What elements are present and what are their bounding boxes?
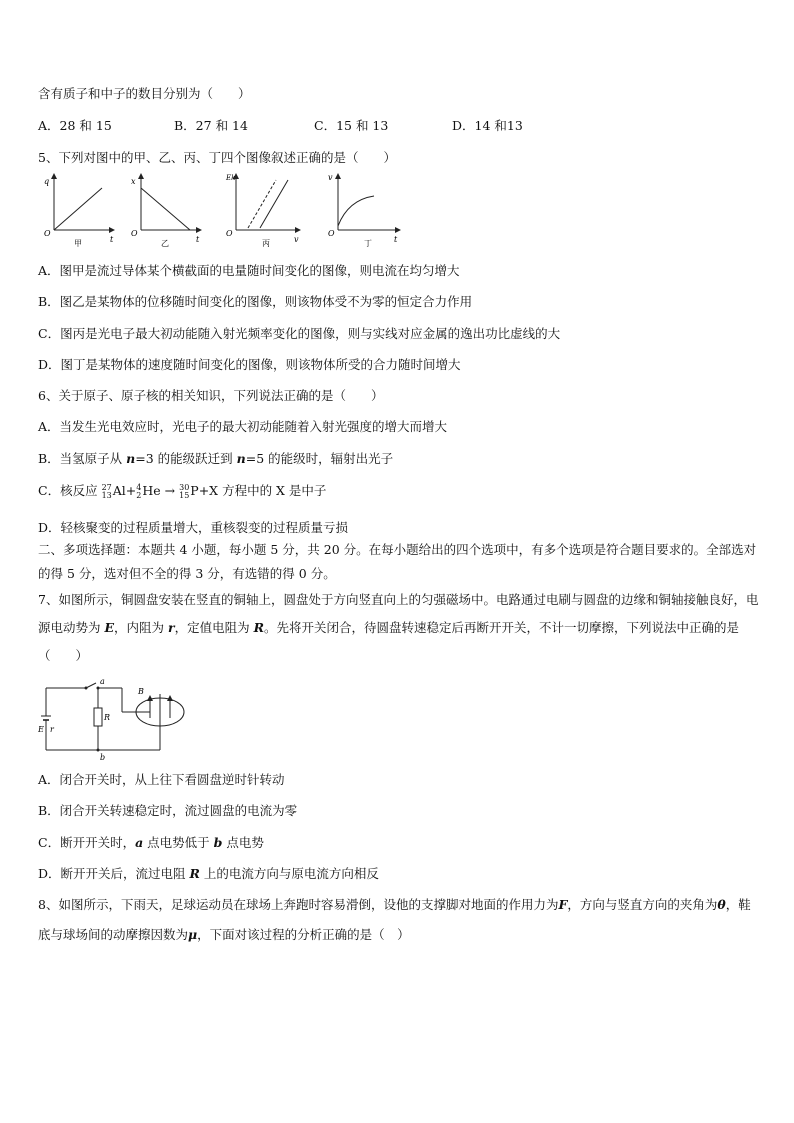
graph-jia-xlabel: t <box>110 235 114 244</box>
q4-option-c[interactable]: C．15 和 13 <box>314 118 389 133</box>
graph-ding-origin: O <box>328 229 335 238</box>
graph-jia <box>44 174 114 248</box>
p-nuclide-indices: 30 15 <box>179 482 190 500</box>
graph-bing <box>225 174 300 248</box>
graph-ding-ylabel: v <box>328 173 333 182</box>
q5-option-c[interactable]: C．图丙是光电子最大初动能随入射光频率变化的图像，则与实线对应金属的逸出功比虚线的大 <box>38 326 561 341</box>
q4-options <box>38 116 738 134</box>
graph-yi-xlabel: t <box>196 235 200 244</box>
graph-ding-caption: 丁 <box>364 239 372 248</box>
circuit-label-r: r <box>50 725 54 734</box>
graph-jia-origin: O <box>44 229 51 238</box>
graph-yi-ylabel: x <box>131 177 136 186</box>
graph-jia-ylabel: q <box>44 177 50 186</box>
graph-bing-caption: 丙 <box>262 239 270 248</box>
graph-ding-xlabel: t <box>394 235 398 244</box>
q4-option-b[interactable]: B．27 和 14 <box>174 118 248 133</box>
graph-bing-xlabel: v <box>294 235 299 244</box>
q5-option-d[interactable]: D．图丁是某物体的速度随时间变化的图像，则该物体所受的合力随时间增大 <box>38 357 461 372</box>
graph-bing-origin: O <box>226 229 233 238</box>
arrow-icon: → <box>164 483 176 498</box>
circuit-label-b: b <box>100 753 106 762</box>
q7-option-d[interactable]: D．断开开关后，流过电阻 R 上的电流方向与原电流方向相反 <box>38 866 379 881</box>
al-nuclide-indices: 27 13 <box>101 482 112 500</box>
q6-option-b[interactable]: B．当氢原子从 n=3 的能级跃迁到 n=5 的能级时，辐射出光子 <box>38 451 394 466</box>
q6-option-a[interactable]: A．当发生光电效应时，光电子的最大初动能随着入射光强度的增大而增大 <box>38 419 448 434</box>
q7-option-b[interactable]: B．闭合开关转速稳定时，流过圆盘的电流为零 <box>38 803 298 818</box>
graph-yi <box>131 174 201 248</box>
graph-yi-caption: 乙 <box>161 239 169 248</box>
q6-stem: 6、关于原子、原子核的相关知识，下列说法正确的是（ ） <box>38 388 384 403</box>
q4-option-a[interactable]: A．28 和 15 <box>38 118 112 133</box>
q5-option-b[interactable]: B．图乙是某物体的位移随时间变化的图像，则该物体受不为零的恒定合力作用 <box>38 294 473 309</box>
q6-option-c[interactable]: C．核反应 27 13 Al+ 4 2 He → 30 15 P+X 方程中的 X 是中子 <box>38 482 327 500</box>
circuit-label-B: B <box>138 687 144 696</box>
circuit-label-E: E <box>38 725 44 734</box>
q7-option-a[interactable]: A．闭合开关时，从上往下看圆盘逆时针转动 <box>38 772 285 787</box>
circuit-label-a: a <box>100 677 105 686</box>
q4-option-d[interactable]: D．14 和13 <box>452 118 523 133</box>
q6-option-d[interactable]: D．轻核聚变的过程质量增大，重核裂变的过程质量亏损 <box>38 520 349 535</box>
q4-stem-tail: 含有质子和中子的数目分别为（ ） <box>38 86 251 101</box>
graph-bing-ylabel: Ek <box>226 174 236 182</box>
q5-option-a[interactable]: A．图甲是流过导体某个横截面的电量随时间变化的图像，则电流在均匀增大 <box>38 263 460 278</box>
he-nuclide-indices: 4 2 <box>136 482 142 500</box>
q7-stem: 7、如图所示，铜圆盘安装在竖直的铜轴上，圆盘处于方向竖直向上的匀强磁场中。电路通过电刷与圆盘的边缘和铜轴接触良好，电源电动势为 E，内阻为 r，定值电阻为 R。先将开关闭合，待圆盘转速稳定后再断开开关，不计一切摩擦，下列说法中正确的是（ ） <box>38 592 759 663</box>
q7-option-c[interactable]: C．断开开关时，a 点电势低于 b 点电势 <box>38 835 264 850</box>
graph-ding <box>328 173 400 248</box>
graph-yi-origin: O <box>131 229 138 238</box>
graph-jia-caption: 甲 <box>74 239 82 248</box>
q8-stem: 8、如图所示，下雨天，足球运动员在球场上奔跑时容易滑倒，设他的支撑脚对地面的作用力为F，方向与竖直方向的夹角为θ，鞋底与球场间的动摩擦因数为μ，下面对该过程的分析正确的是（ ） <box>38 897 751 942</box>
q7-circuit-diagram <box>38 676 188 762</box>
circuit-label-R: R <box>104 713 111 722</box>
q5-stem: 5、下列对图中的甲、乙、丙、丁四个图像叙述正确的是（ ） <box>38 150 396 165</box>
q5-graphs <box>38 170 408 250</box>
section2-instructions: 二、多项选择题：本题共 4 小题，每小题 5 分，共 20 分。在每小题给出的四个选项中，有多个选项是符合题目要求的。全部选对的得 5 分，选对但不全的得 3 分，有选错的得 0 分。 <box>38 542 757 581</box>
